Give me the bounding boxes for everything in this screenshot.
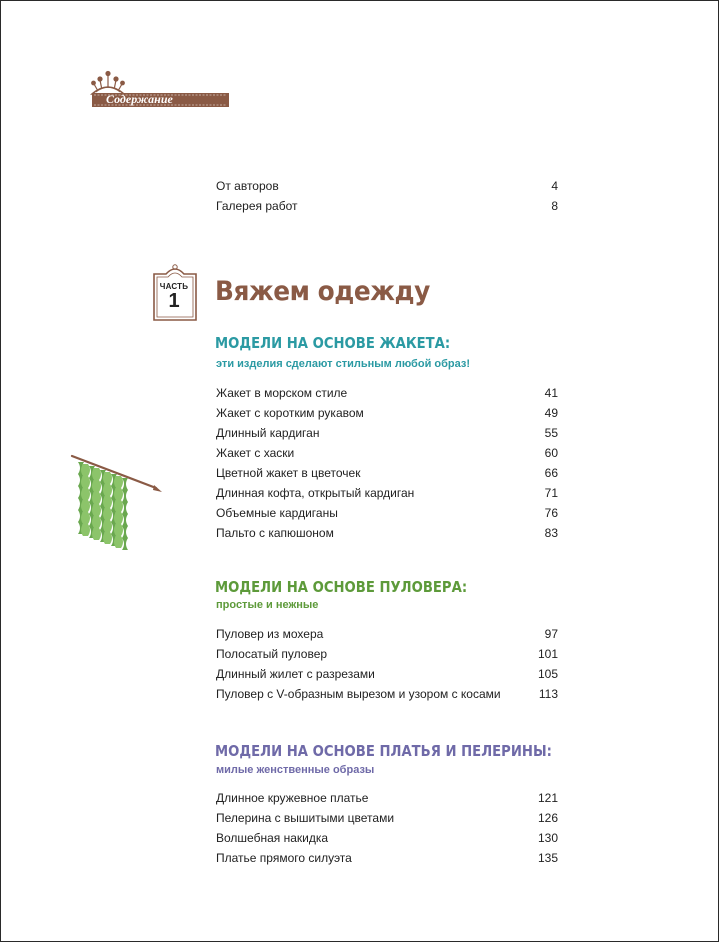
toc-entry-title: Длинный жилет с разрезами — [216, 667, 375, 681]
toc-entry-page: 126 — [537, 811, 558, 825]
section-title — [215, 742, 552, 760]
toc-entry-page: 4 — [551, 179, 558, 193]
toc-entry-page: 135 — [537, 851, 558, 865]
toc-entry[interactable] — [216, 464, 558, 482]
section-subtitle: простые и нежные — [216, 599, 319, 611]
toc-entry[interactable] — [216, 645, 558, 663]
part-number: 1 — [168, 290, 180, 312]
toc-entry-title: Жакет с хаски — [216, 446, 295, 460]
section-subtitle: милые женственные образы — [216, 764, 375, 776]
toc-entry-page: 76 — [544, 506, 558, 520]
toc-entry-title: Пуловер из мохера — [216, 627, 324, 641]
toc-entry[interactable] — [216, 665, 558, 683]
toc-entry-page: 49 — [544, 406, 558, 420]
toc-entry-title: Пуловер с V-образным вырезом и узором с косами — [216, 687, 501, 701]
toc-entry[interactable] — [216, 444, 558, 462]
toc-entry-page: 121 — [537, 791, 558, 805]
section-title — [215, 578, 467, 596]
toc-entry-page: 97 — [544, 627, 558, 641]
toc-entry[interactable] — [216, 625, 558, 643]
section-title — [215, 334, 450, 352]
toc-entry-page: 113 — [538, 687, 558, 701]
toc-entry[interactable] — [216, 404, 558, 422]
toc-entry[interactable] — [216, 524, 558, 542]
toc-entry-page: 55 — [544, 426, 558, 440]
toc-entry[interactable] — [216, 849, 558, 867]
toc-entry[interactable] — [216, 177, 558, 195]
toc-entry-title: Цветной жакет в цветочек — [216, 466, 361, 480]
toc-entry-page: 8 — [551, 199, 558, 213]
toc-entry-title: Платье прямого силуэта — [216, 851, 352, 865]
toc-entry[interactable] — [216, 829, 558, 847]
toc-header-label: Содержание — [106, 92, 173, 106]
toc-entry[interactable] — [216, 504, 558, 522]
toc-entry-title: Жакет с коротким рукавом — [216, 406, 364, 420]
toc-entry-title: Длинное кружевное платье — [216, 791, 369, 805]
toc-entry[interactable] — [216, 424, 558, 442]
toc-entry[interactable] — [216, 685, 558, 703]
toc-entry-title: Жакет в морском стиле — [216, 386, 348, 400]
toc-entry[interactable] — [216, 484, 558, 502]
toc-entry[interactable] — [216, 789, 558, 807]
toc-entry-title: От авторов — [216, 179, 279, 193]
toc-entry[interactable] — [216, 809, 558, 827]
toc-entry-title: Волшебная накидка — [216, 831, 329, 845]
toc-entry-page: 66 — [544, 466, 558, 480]
toc-entry-page: 71 — [544, 486, 558, 500]
toc-entry-title: Полосатый пуловер — [216, 647, 328, 661]
section-title-colon: : — [444, 334, 451, 352]
section-title-text: МОДЕЛИ НА ОСНОВЕ ПУЛОВЕРА — [215, 578, 462, 596]
toc-entry-title: Длинная кофта, открытый кардиган — [216, 486, 415, 500]
section-title-text: МОДЕЛИ НА ОСНОВЕ ПЛАТЬЯ И ПЕЛЕРИНЫ — [215, 742, 547, 760]
knitting-needles-icon — [68, 452, 164, 552]
toc-header — [88, 70, 233, 110]
toc-entry[interactable] — [216, 384, 558, 402]
section-title-text: МОДЕЛИ НА ОСНОВЕ ЖАКЕТА — [215, 334, 445, 352]
toc-entry-page: 60 — [544, 446, 558, 460]
toc-entry-title: Пелерина с вышитыми цветами — [216, 811, 395, 825]
toc-entry-page: 130 — [537, 831, 558, 845]
toc-entry-title: Пальто с капюшоном — [216, 526, 334, 540]
toc-entry-title: Объемные кардиганы — [216, 506, 338, 520]
toc-entry[interactable] — [216, 197, 558, 215]
toc-entry-page: 101 — [537, 647, 558, 661]
toc-entry-title: Длинный кардиган — [216, 426, 320, 440]
section-title-colon: : — [461, 578, 468, 596]
part-title: Вяжем одежду — [215, 276, 430, 307]
part-label: ЧАСТЬ — [159, 282, 189, 291]
section-subtitle: эти изделия сделают стильным любой образ! — [216, 358, 471, 370]
toc-entry-title: Галерея работ — [216, 199, 298, 213]
toc-entry-page: 41 — [544, 386, 558, 400]
section-title-colon: : — [546, 742, 552, 760]
toc-entry-page: 105 — [537, 667, 558, 681]
toc-entry-page: 83 — [544, 526, 558, 540]
